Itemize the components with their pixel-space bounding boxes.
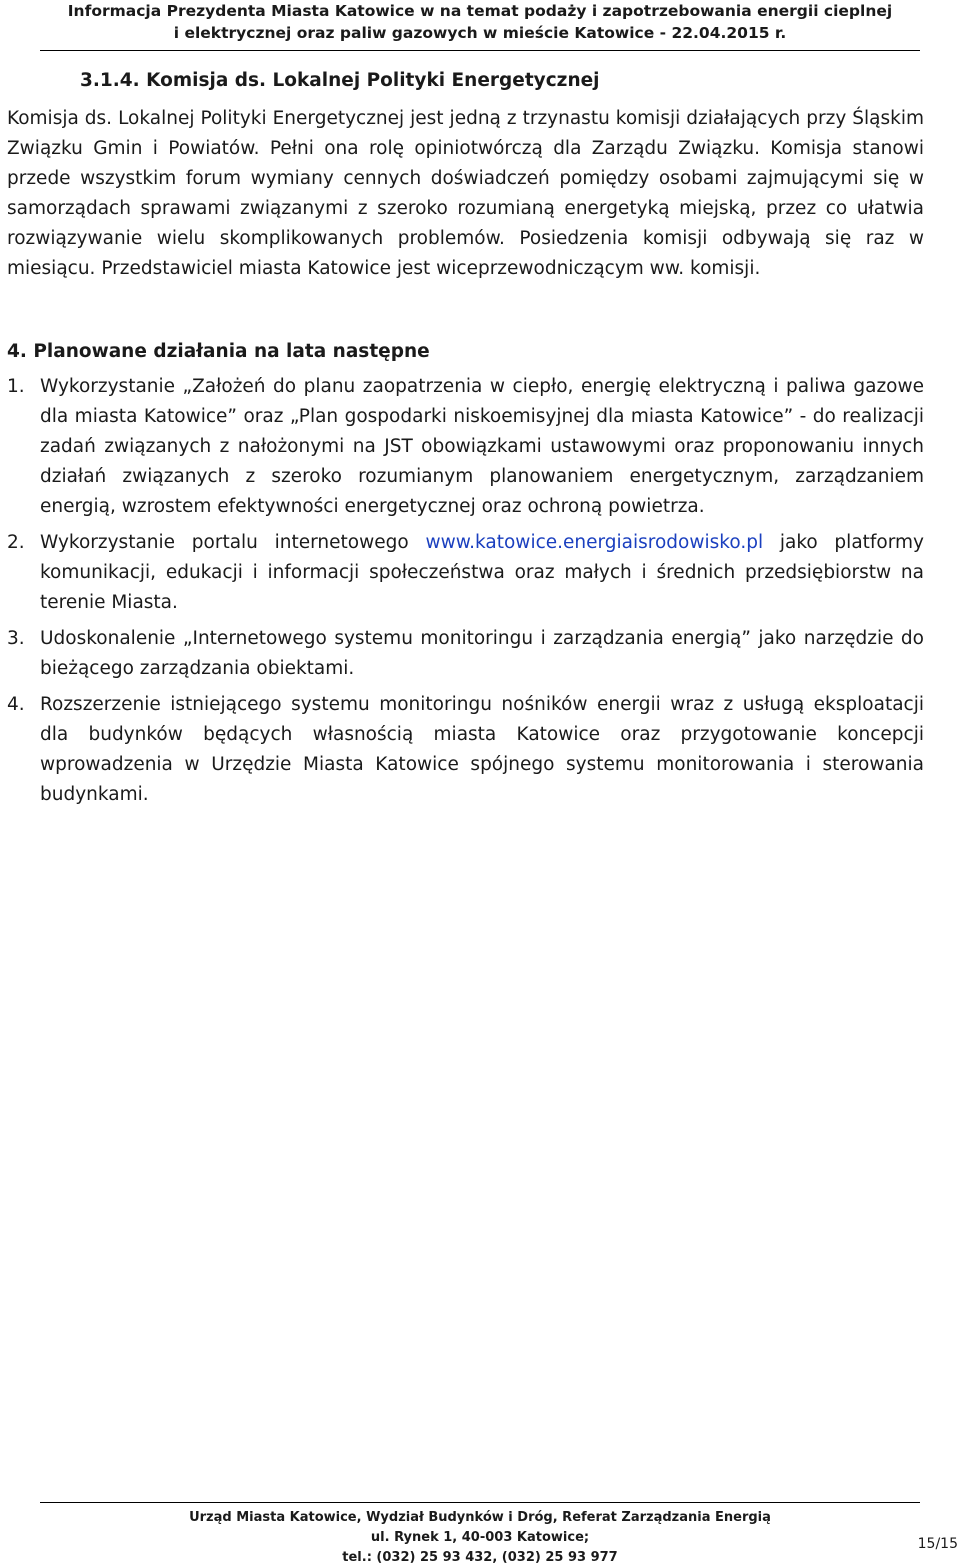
document-header [0, 0, 960, 44]
header-line-2: i elektrycznej oraz paliw gazowych w mieście Katowice - 22.04.2015 r. [173, 24, 787, 42]
list-item-number: 2. [7, 532, 25, 553]
footer-divider [40, 1502, 920, 1503]
list-item [7, 624, 924, 684]
list-item-text-after: jako platformy komunikacji, edukacji i informacji społeczeństwa oraz małych i średnich przedsiębiorstw na terenie Miasta. [40, 532, 924, 613]
section-title: 3.1.4. Komisja ds. Lokalnej Polityki Energetycznej [80, 70, 600, 91]
section-paragraph: Komisja ds. Lokalnej Polityki Energetycznej jest jedną z trzynastu komisji działających przy Śląskim Związku Gmin i Powiatów. Pełni ona rolę opiniotwórczą dla Zarządu Związku. Komisja stanowi przede wszystkim forum wymiany cennych doświadczeń pomiędzy osobami zajmującymi się w samorządach sprawami związanymi z szeroko rozumianą energetyką miejską, przez co ułatwia rozwiązywanie wielu skomplikowanych problemów. Posiedzenia komisji odbywają się raz w miesiącu. Przedstawiciel miasta Katowice jest wiceprzewodniczącym ww. komisji. [7, 108, 924, 279]
document-footer [0, 1508, 960, 1568]
header-divider [40, 50, 920, 51]
list-item-number: 4. [7, 694, 25, 715]
list-item-text-before: Wykorzystanie portalu internetowego [40, 532, 409, 553]
portal-link[interactable]: www.katowice.energiaisrodowisko.pl [425, 532, 764, 553]
header-line-1: Informacja Prezydenta Miasta Katowice w na temat podaży i zapotrzebowania energii cieplnej [67, 2, 893, 20]
plans-list [7, 372, 924, 816]
list-item [7, 528, 924, 618]
plans-heading: 4. Planowane działania na lata następne [7, 341, 430, 362]
list-item-number: 3. [7, 628, 25, 649]
footer-line-3: tel.: (032) 25 93 432, (032) 25 93 977 [342, 1550, 618, 1565]
list-item-text: Wykorzystanie „Założeń do planu zaopatrzenia w ciepło, energię elektryczną i paliwa gazowe dla miasta Katowice” oraz „Plan gospodarki niskoemisyjnej dla miasta Katowice” - do realizacji zadań związanych z nałożonymi na JST obowiązkami ustawowymi oraz proponowaniu innych działań związanych z szeroko rozumianym planowaniem energetycznym, zarządzaniem energią, wzrostem efektywności energetycznej oraz ochroną powietrza. [40, 376, 924, 517]
list-item [7, 690, 924, 810]
footer-line-1: Urząd Miasta Katowice, Wydział Budynków i Dróg, Referat Zarządzania Energią [189, 1510, 771, 1525]
list-item [7, 372, 924, 522]
list-item-number: 1. [7, 376, 25, 397]
page-number: 15/15 [917, 1536, 958, 1552]
list-item-text: Udoskonalenie „Internetowego systemu monitoringu i zarządzania energią” jako narzędzie do bieżącego zarządzania obiektami. [40, 628, 924, 679]
footer-line-2: ul. Rynek 1, 40-003 Katowice; [370, 1530, 590, 1545]
list-item-text: Rozszerzenie istniejącego systemu monitoringu nośników energii wraz z usługą eksploatacji dla budynków będących własnością miasta Katowice oraz przygotowanie koncepcji wprowadzenia w Urzędzie Miasta Katowice spójnego systemu monitorowania i sterowania budynkami. [40, 694, 924, 805]
